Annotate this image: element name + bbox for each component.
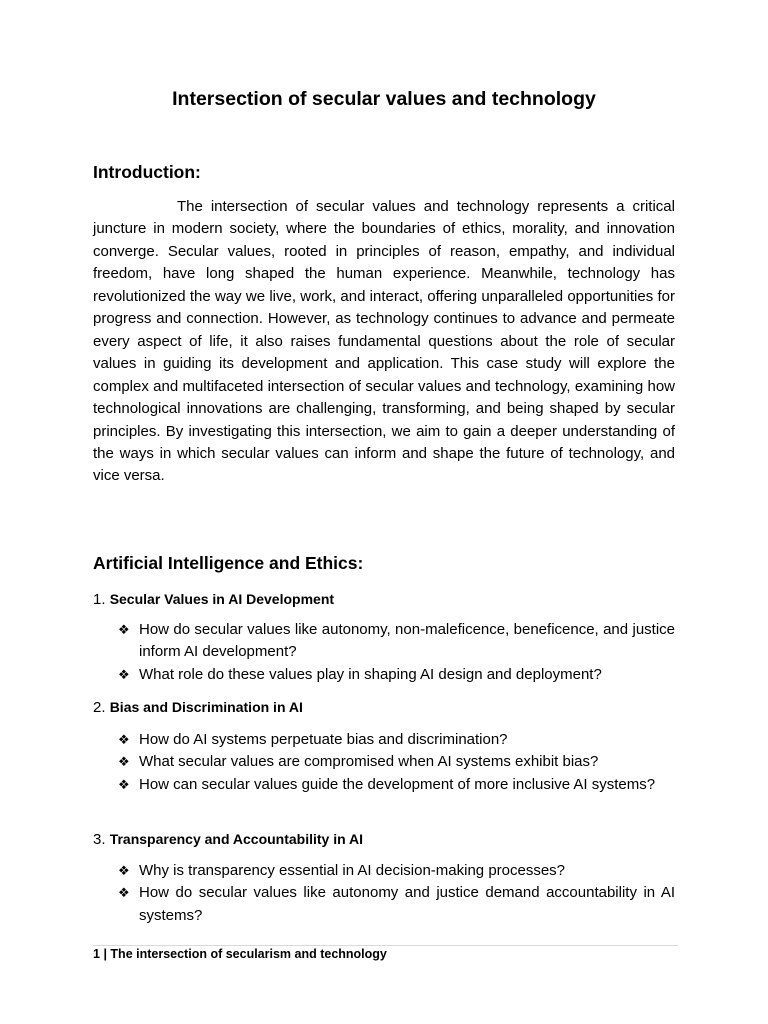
bullet-item — [118, 882, 675, 927]
bullet-item — [118, 774, 675, 796]
subsection-number: 1. — [93, 591, 106, 608]
bullet-list — [118, 729, 675, 796]
bullet-text: Why is transparency essential in AI decision-making processes? — [139, 862, 566, 879]
subsection-heading — [93, 828, 363, 851]
document-title: Intersection of secular values and technology — [172, 88, 596, 110]
bullet-text: How do secular values like autonomy, non-maleficence, beneficence, and justice inform AI development? — [139, 621, 675, 661]
bullet-text: What secular values are compromised when AI systems exhibit bias? — [139, 753, 599, 771]
footer-page-number: 1 — [93, 947, 100, 961]
intro-heading: Introduction: — [93, 162, 201, 182]
subsection-title: Bias and Discrimination in AI — [109, 699, 303, 715]
bullet-text: How do AI systems perpetuate bias and discrimination? — [139, 731, 508, 748]
bullet-text: How do secular values like autonomy and justice demand accountability in AI systems? — [139, 884, 675, 924]
bullet-item — [118, 619, 675, 664]
diamond-bullet-icon: ❖ — [118, 776, 130, 792]
section-heading: Artificial Intelligence and Ethics: — [93, 553, 364, 573]
bullet-text: What role do these values play in shaping AI design and deployment? — [139, 665, 602, 683]
diamond-bullet-icon: ❖ — [118, 885, 130, 901]
bullet-text: How can secular values guide the development of more inclusive AI systems? — [139, 775, 656, 793]
intro-paragraph — [93, 196, 675, 488]
intro-text: The intersection of secular values and technology represents a critical juncture in modern society, where the boundaries of ethics, morality, and innovation converge. Secular values, rooted in principles of reason, empathy, and individual freedom, have long shaped the human experience. Meanwhile, technology has revolutionized the way we live, work, and interact, offering unparalleled opportunities for progress and connection. However, as technology continues to advance and permeate every aspect of life, it also raises fundamental questions about the role of secular values in guiding its development and application. This case study will explore the complex and multifaceted intersection of secular values and technology, examining how technological innovations are challenging, transforming, and being shaped by secular principles. By investigating this intersection, we aim to gain a deeper understanding of the ways in which secular values can inform and shape the future of technology, and vice versa. — [93, 198, 675, 485]
diamond-bullet-icon: ❖ — [118, 754, 130, 770]
subsection-heading — [93, 588, 334, 611]
bullet-item — [118, 664, 675, 686]
diamond-bullet-icon: ❖ — [118, 666, 130, 682]
bullet-item — [118, 751, 675, 773]
bullet-item — [118, 729, 675, 751]
diamond-bullet-icon: ❖ — [118, 732, 130, 747]
footer-text: The intersection of secularism and technology — [110, 947, 387, 961]
diamond-bullet-icon: ❖ — [118, 622, 130, 637]
subsection-number: 2. — [93, 699, 106, 716]
subsection-title: Transparency and Accountability in AI — [109, 831, 364, 847]
subsection-heading — [93, 696, 303, 719]
bullet-list — [118, 619, 675, 686]
subsection-title: Secular Values in AI Development — [109, 591, 335, 607]
diamond-bullet-icon: ❖ — [118, 863, 130, 878]
footer-divider — [93, 945, 678, 946]
page-footer — [93, 947, 387, 961]
bullet-list — [118, 860, 675, 927]
bullet-item — [118, 860, 675, 882]
footer-separator: | — [103, 947, 107, 961]
subsection-number: 3. — [93, 831, 106, 848]
